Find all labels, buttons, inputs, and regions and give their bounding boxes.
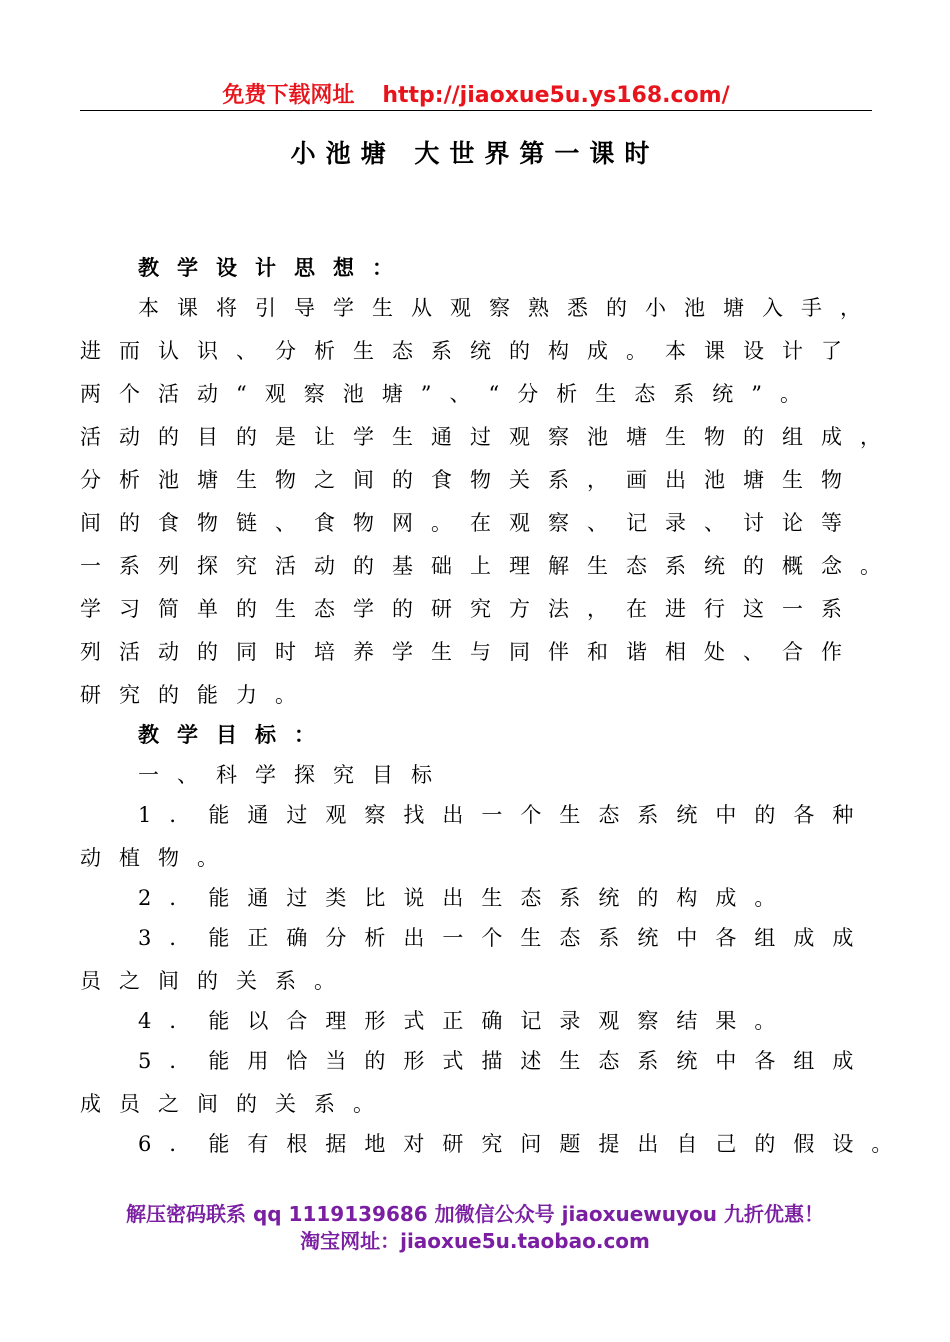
paragraph-line: 列活动的同时培养学生与同伴和谐相处、合作: [80, 640, 860, 664]
section-heading-design-idea: 教学设计思想：: [138, 255, 411, 280]
objective-item: 4．能以合理形式正确记录观察结果。: [138, 1009, 794, 1033]
header-url-link[interactable]: http://jiaoxue5u.ys168.com/: [382, 83, 730, 108]
section-heading-objectives: 教学目标：: [138, 722, 333, 747]
header-divider: [80, 110, 872, 111]
paragraph-line: 本课将引导学生从观察熟悉的小池塘入手，: [138, 296, 879, 320]
paragraph-line: 分析池塘生物之间的食物关系，画出池塘生物: [80, 468, 860, 492]
document-title: 小池塘 大世界第一课时: [290, 139, 660, 168]
objective-item-cont: 员之间的关系。: [80, 969, 353, 993]
objective-item: 1．能通过观察找出一个生态系统中的各种: [138, 803, 872, 827]
paragraph-line: 学习简单的生态学的研究方法，在进行这一系: [80, 597, 860, 621]
paragraph-line: 进而认识、分析生态系统的构成。本课设计了: [80, 339, 860, 363]
paragraph-line: 间的食物链、食物网。在观察、记录、讨论等: [80, 511, 860, 535]
download-header: [80, 78, 872, 110]
paragraph-line: 两个活动“观察池塘”、“分析生态系统”。: [80, 382, 819, 406]
objective-item: 5．能用恰当的形式描述生态系统中各组成: [138, 1049, 872, 1073]
paragraph-line: 活动的目的是让学生通过观察池塘生物的组成，: [80, 425, 899, 449]
paragraph-line: 研究的能力。: [80, 683, 314, 707]
subsection-heading: 一、科学探究目标: [138, 763, 450, 787]
footer-taobao-link[interactable]: 淘宝网址：jiaoxue5u.taobao.com: [300, 1229, 650, 1253]
objective-item-cont: 成员之间的关系。: [80, 1092, 392, 1116]
objective-item: 3．能正确分析出一个生态系统中各组成成: [138, 926, 872, 950]
footer-contact-line: 解压密码联系 qq 1119139686 加微信公众号 jiaoxuewuyou 九折优惠！: [126, 1202, 824, 1226]
objective-item: 6．能有根据地对研究问题提出自己的假设。: [138, 1132, 911, 1156]
objective-item-cont: 动植物。: [80, 846, 236, 870]
header-label: 免费下载网址: [222, 83, 355, 108]
paragraph-line: 一系列探究活动的基础上理解生态系统的概念。: [80, 554, 899, 578]
objective-item: 2．能通过类比说出生态系统的构成。: [138, 886, 794, 910]
